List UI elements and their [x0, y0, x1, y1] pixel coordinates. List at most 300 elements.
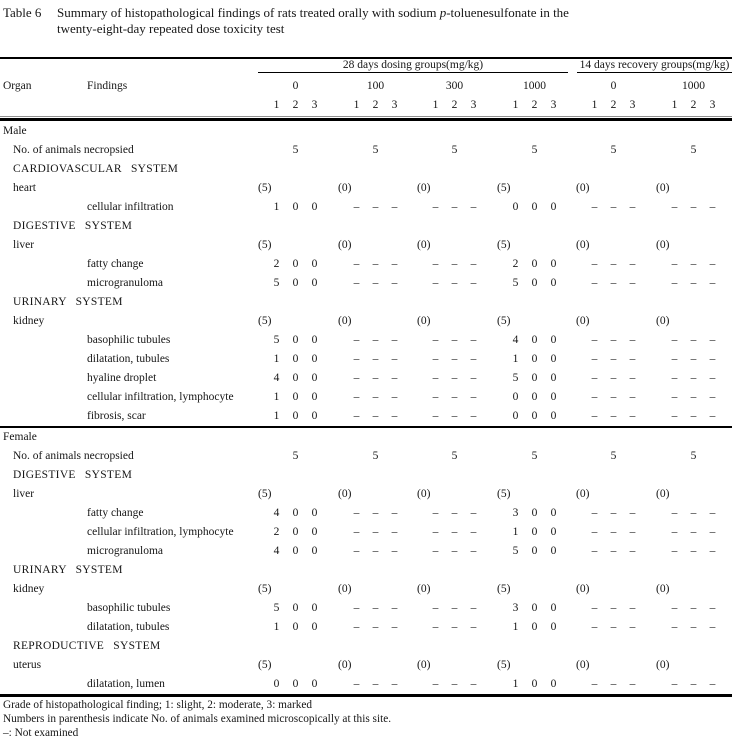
grade-value: – [391, 391, 398, 403]
sex-row [0, 122, 732, 141]
dose-group-cell [497, 675, 573, 694]
dose-group-cell [576, 274, 652, 293]
grade-value: 4 [273, 545, 280, 557]
dose-group-cell [258, 350, 334, 369]
grade-value: – [671, 507, 678, 519]
grade-value: – [690, 678, 697, 690]
grade-column-header: 3 [629, 99, 636, 111]
finding-row [0, 618, 732, 637]
examined-count: (0) [417, 659, 431, 671]
row-label: dilatation, tubules [87, 353, 170, 365]
grade-value: – [470, 353, 477, 365]
system-row [0, 160, 732, 179]
dose-group-cell [497, 255, 573, 274]
dose-group-cell [338, 369, 414, 388]
examined-count: (0) [417, 583, 431, 595]
grade-value: 4 [273, 507, 280, 519]
grade-value: – [610, 410, 617, 422]
examined-count: (5) [258, 659, 272, 671]
dose-level-header: 1000 [682, 80, 705, 92]
grade-value: – [610, 334, 617, 346]
grade-value: – [353, 391, 360, 403]
dose-group-cell [338, 542, 414, 561]
dose-group-cell [417, 350, 493, 369]
dose-group-cell [417, 542, 493, 561]
examined-count: (0) [656, 182, 670, 194]
grade-value: 0 [531, 391, 538, 403]
dose-group-cell [258, 656, 334, 675]
grade-value: 0 [512, 201, 519, 213]
grade-value: 2 [512, 258, 519, 270]
grade-value: 0 [311, 201, 318, 213]
dose-group-cell [338, 312, 414, 331]
grade-column-header: 2 [531, 99, 538, 111]
necropsy-count: 5 [690, 144, 697, 156]
grade-value: – [709, 353, 716, 365]
dose-group-cell [417, 255, 493, 274]
grade-value: 0 [531, 678, 538, 690]
dose-group-cell [576, 369, 652, 388]
dose-group-cell [338, 350, 414, 369]
dose-group-cell [338, 331, 414, 350]
grade-value: – [629, 621, 636, 633]
grade-value: – [671, 621, 678, 633]
examined-count: (5) [258, 583, 272, 595]
row-label: fibrosis, scar [87, 410, 146, 422]
dose-group-cell [656, 485, 732, 504]
grade-value: 0 [273, 678, 280, 690]
grade-value: – [629, 410, 636, 422]
grade-value: – [690, 277, 697, 289]
grade-value: 0 [550, 201, 557, 213]
grade-value: 0 [292, 201, 299, 213]
grade-value: – [610, 678, 617, 690]
dose-group-cell [576, 350, 652, 369]
necropsy-count: 5 [690, 450, 697, 462]
dose-group-cell [417, 141, 493, 160]
necropsy-count: 5 [372, 450, 379, 462]
table-body [0, 122, 732, 694]
grade-value: – [591, 258, 598, 270]
dose-group-cell [417, 599, 493, 618]
grade-column-header: 1 [671, 99, 678, 111]
grade-value: – [709, 391, 716, 403]
grade-value: – [432, 678, 439, 690]
grade-column-header: 3 [709, 99, 716, 111]
system-row [0, 466, 732, 485]
dose-group-cell [338, 485, 414, 504]
dose-group-cell [576, 141, 652, 160]
row-label: DIGESTIVE SYSTEM [13, 469, 133, 481]
dose-group-cell [417, 580, 493, 599]
necropsy-count: 5 [610, 450, 617, 462]
grade-value: – [391, 410, 398, 422]
dose-group-cell [656, 274, 732, 293]
grade-value: – [353, 372, 360, 384]
row-label: basophilic tubules [87, 602, 171, 614]
grade-value: 1 [273, 353, 280, 365]
examined-count: (0) [576, 488, 590, 500]
grade-value: – [391, 258, 398, 270]
grade-value: 0 [550, 602, 557, 614]
dose-group-cell [656, 580, 732, 599]
examined-count: (0) [417, 182, 431, 194]
dose-group-cell [576, 255, 652, 274]
grade-column-header: 2 [610, 99, 617, 111]
dose-group-cell [576, 331, 652, 350]
dose-group-cell [576, 447, 652, 466]
finding-row [0, 675, 732, 694]
grade-value: 3 [512, 507, 519, 519]
dose-group-cell [576, 388, 652, 407]
grade-value: – [690, 526, 697, 538]
grade-value: 0 [531, 410, 538, 422]
grade-value: – [470, 526, 477, 538]
dose-group-cell [338, 198, 414, 217]
grade-value: – [391, 602, 398, 614]
grade-value: – [709, 507, 716, 519]
finding-row [0, 388, 732, 407]
dose-group-cell [338, 255, 414, 274]
dose-group-cell [576, 236, 652, 255]
grade-value: 1 [512, 353, 519, 365]
grade-value: – [432, 545, 439, 557]
examined-count: (5) [497, 488, 511, 500]
dose-group-cell [338, 407, 414, 426]
grade-value: – [709, 372, 716, 384]
grade-value: 0 [311, 678, 318, 690]
grade-value: 0 [311, 507, 318, 519]
dose-group-cell [497, 274, 573, 293]
grade-value: – [451, 621, 458, 633]
grade-value: – [610, 372, 617, 384]
dose-group-cell [497, 580, 573, 599]
dose-group-cell [258, 407, 334, 426]
grade-value: – [591, 526, 598, 538]
dose-group-cell [258, 198, 334, 217]
grade-value: – [470, 507, 477, 519]
row-label: cellular infiltration, lymphocyte [87, 526, 234, 538]
dose-group-cell [497, 141, 573, 160]
grade-value: – [451, 526, 458, 538]
dose-group-cell [656, 599, 732, 618]
grade-value: – [591, 410, 598, 422]
grade-value: – [709, 258, 716, 270]
grade-value: – [432, 391, 439, 403]
row-label: microgranuloma [87, 545, 164, 557]
grade-column-header: 2 [372, 99, 379, 111]
examined-count: (0) [338, 182, 352, 194]
dose-group-cell [417, 523, 493, 542]
row-label: CARDIOVASCULAR SYSTEM [13, 163, 179, 175]
dose-group-cell [576, 675, 652, 694]
row-label: DIGESTIVE SYSTEM [13, 220, 133, 232]
grade-value: 5 [512, 545, 519, 557]
dose-group-cell [497, 198, 573, 217]
grade-value: 0 [311, 277, 318, 289]
footnote-parenthesis: Numbers in parenthesis indicate No. of animals examined microscopically at this site. [3, 713, 392, 725]
finding-row [0, 350, 732, 369]
grade-value: – [690, 201, 697, 213]
dose-group-cell [417, 504, 493, 523]
grade-value: 0 [292, 372, 299, 384]
grade-value: 5 [273, 602, 280, 614]
grade-value: – [372, 201, 379, 213]
grade-value: – [671, 277, 678, 289]
examined-count: (5) [497, 315, 511, 327]
row-label: basophilic tubules [87, 334, 171, 346]
grade-value: – [451, 372, 458, 384]
finding-row [0, 255, 732, 274]
organ-row [0, 580, 732, 599]
grade-value: 0 [292, 410, 299, 422]
organ-row [0, 656, 732, 675]
grade-value: – [629, 258, 636, 270]
grade-value: – [391, 507, 398, 519]
grade-value: 0 [311, 410, 318, 422]
grade-value: – [629, 372, 636, 384]
grade-value: – [391, 621, 398, 633]
grade-value: – [610, 277, 617, 289]
grade-value: – [372, 277, 379, 289]
grade-value: – [610, 201, 617, 213]
grade-value: – [451, 545, 458, 557]
examined-count: (5) [258, 488, 272, 500]
dose-group-cell [258, 312, 334, 331]
finding-row [0, 274, 732, 293]
grade-value: 0 [550, 334, 557, 346]
examined-count: (5) [497, 182, 511, 194]
necropsy-count: 5 [451, 144, 458, 156]
dose-group-cell [417, 331, 493, 350]
grade-value: – [372, 507, 379, 519]
grade-column-header: 2 [451, 99, 458, 111]
grade-value: 0 [531, 353, 538, 365]
grade-value: – [372, 545, 379, 557]
grade-value: – [709, 678, 716, 690]
sex-row [0, 428, 732, 447]
grade-value: – [372, 621, 379, 633]
dose-group-cell [258, 618, 334, 637]
necropsy-count: 5 [610, 144, 617, 156]
grade-value: – [610, 353, 617, 365]
finding-row [0, 198, 732, 217]
grade-value: – [591, 277, 598, 289]
dose-group-cell [656, 331, 732, 350]
grade-value: 0 [550, 507, 557, 519]
grade-value: 1 [273, 410, 280, 422]
grade-column-header: 1 [591, 99, 598, 111]
title-italic-p: p [439, 5, 447, 20]
grade-value: – [690, 545, 697, 557]
dose-group-cell [656, 312, 732, 331]
row-label: dilatation, tubules [87, 621, 170, 633]
grade-value: 0 [311, 353, 318, 365]
dose-group-cell [258, 369, 334, 388]
row-label: fatty change [87, 258, 144, 270]
grade-value: 1 [512, 526, 519, 538]
grade-value: – [432, 602, 439, 614]
grade-value: 0 [531, 334, 538, 346]
grade-value: – [391, 277, 398, 289]
dose-group-cell [656, 542, 732, 561]
grade-value: – [432, 507, 439, 519]
dose-group-cell [497, 331, 573, 350]
grade-value: – [372, 334, 379, 346]
dose-group-cell [338, 236, 414, 255]
dose-group-cell [576, 485, 652, 504]
dose-group-cell [656, 388, 732, 407]
grade-value: – [353, 353, 360, 365]
grade-value: – [610, 602, 617, 614]
grade-value: – [591, 507, 598, 519]
grade-value: 0 [292, 334, 299, 346]
grade-value: – [451, 602, 458, 614]
dose-group-cell [576, 599, 652, 618]
grade-value: – [591, 372, 598, 384]
grade-value: – [591, 678, 598, 690]
grade-value: 0 [550, 678, 557, 690]
dose-level-header: 0 [610, 80, 617, 92]
grade-value: 0 [292, 353, 299, 365]
grade-value: – [610, 621, 617, 633]
grade-value: – [671, 545, 678, 557]
row-label: liver [13, 488, 35, 500]
dose-group-cell [576, 618, 652, 637]
dose-group-cell [258, 141, 334, 160]
dose-group-cell [497, 504, 573, 523]
grade-value: 1 [512, 621, 519, 633]
grade-value: – [690, 258, 697, 270]
dose-group-cell [497, 618, 573, 637]
grade-value: – [709, 410, 716, 422]
grade-value: – [709, 621, 716, 633]
grade-value: – [372, 372, 379, 384]
grade-value: – [671, 258, 678, 270]
grade-value: – [391, 545, 398, 557]
findings-column-header: Findings [87, 80, 128, 92]
dose-group-cell [338, 675, 414, 694]
dose-level-header: 1000 [523, 80, 546, 92]
grade-value: 0 [292, 391, 299, 403]
grade-value: – [470, 334, 477, 346]
grade-column-header: 1 [353, 99, 360, 111]
row-label: No. of animals necropsied [13, 450, 134, 462]
grade-value: 0 [550, 372, 557, 384]
grade-value: 0 [550, 410, 557, 422]
grade-value: 0 [550, 277, 557, 289]
grade-value: – [629, 678, 636, 690]
examined-count: (0) [338, 583, 352, 595]
grade-value: – [690, 507, 697, 519]
dose-group-cell [338, 599, 414, 618]
grade-value: – [629, 391, 636, 403]
grade-value: – [391, 372, 398, 384]
grade-value: – [629, 526, 636, 538]
dose-group-cell [656, 407, 732, 426]
dose-group-cell [338, 274, 414, 293]
grade-value: – [353, 526, 360, 538]
dose-group-cell [656, 447, 732, 466]
grade-value: 0 [531, 372, 538, 384]
dose-group-cell [656, 141, 732, 160]
dose-group-cell [656, 618, 732, 637]
grade-column-header: 1 [273, 99, 280, 111]
dose-group-cell [497, 236, 573, 255]
grade-value: 0 [550, 391, 557, 403]
table-number-label: Table 6 [3, 5, 42, 20]
examined-count: (0) [656, 315, 670, 327]
table-title-line2: twenty-eight-day repeated dose toxicity test [57, 21, 285, 36]
grade-value: 0 [292, 602, 299, 614]
grade-value: 0 [292, 678, 299, 690]
grade-value: 0 [311, 258, 318, 270]
organ-column-header: Organ [3, 80, 32, 92]
finding-row [0, 369, 732, 388]
row-label: liver [13, 239, 35, 251]
grade-value: – [391, 678, 398, 690]
dose-group-cell [576, 542, 652, 561]
grade-value: – [671, 602, 678, 614]
row-label: microgranuloma [87, 277, 164, 289]
dose-group-cell [656, 656, 732, 675]
dose-group-cell [417, 179, 493, 198]
dose-group-cell [497, 542, 573, 561]
grade-column-header: 1 [512, 99, 519, 111]
finding-row [0, 523, 732, 542]
header-rule-thin [0, 116, 732, 117]
grade-value: – [591, 545, 598, 557]
grade-value: 0 [550, 258, 557, 270]
grade-value: – [690, 372, 697, 384]
dose-group-cell [497, 523, 573, 542]
dose-group-cell [417, 447, 493, 466]
dose-group-cell [258, 542, 334, 561]
dose-group-cell [338, 388, 414, 407]
grade-value: – [391, 526, 398, 538]
grade-value: 0 [311, 372, 318, 384]
grade-value: – [629, 334, 636, 346]
examined-count: (0) [576, 583, 590, 595]
examined-count: (0) [338, 659, 352, 671]
grade-value: 0 [531, 621, 538, 633]
grade-value: – [591, 391, 598, 403]
grade-value: 0 [292, 545, 299, 557]
grade-value: – [353, 507, 360, 519]
grade-value: – [671, 678, 678, 690]
dose-level-header: 100 [366, 80, 385, 92]
dose-group-cell [417, 675, 493, 694]
dose-group-cell [497, 388, 573, 407]
dose-group-cell [417, 407, 493, 426]
dose-group-cell [258, 523, 334, 542]
recovery-groups-header: 14 days recovery groups(mg/kg) [577, 58, 732, 73]
grade-value: 0 [512, 391, 519, 403]
examined-count: (0) [576, 315, 590, 327]
grade-value: 4 [273, 372, 280, 384]
dose-group-cell [417, 312, 493, 331]
dose-group-cell [338, 179, 414, 198]
grade-value: 0 [311, 334, 318, 346]
grade-value: – [629, 545, 636, 557]
row-label: URINARY SYSTEM [13, 564, 123, 576]
grade-value: – [432, 372, 439, 384]
dose-group-cell [338, 618, 414, 637]
grade-value: 2 [273, 526, 280, 538]
dose-group-cell [656, 369, 732, 388]
system-row [0, 561, 732, 580]
dose-level-header: 300 [445, 80, 464, 92]
